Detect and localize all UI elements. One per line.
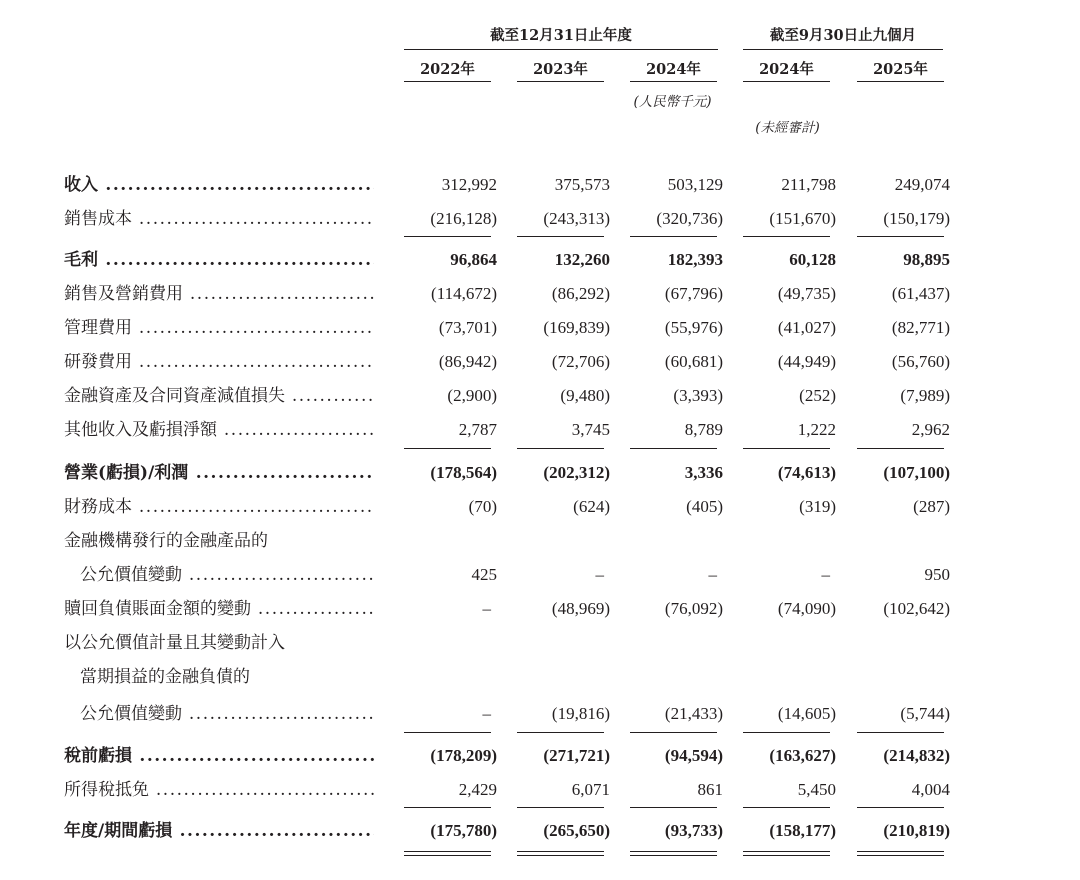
row-label: 毛利 .....: [64, 250, 374, 270]
header-group-nine-months: 截至9月30日止九個月: [769, 27, 917, 44]
subtotal-rule: [517, 448, 604, 449]
subtotal-rule: [743, 236, 830, 237]
cell: (72,706): [551, 352, 610, 371]
cell: (287): [913, 497, 950, 516]
row-label: 銷售及營銷費用 .....: [64, 284, 374, 304]
cell: (150,179): [883, 209, 950, 228]
cell: (265,650): [543, 821, 610, 840]
cell: (175,780): [430, 821, 497, 840]
header-rule-nine-months: [743, 49, 943, 50]
cell: (21,433): [664, 704, 723, 723]
cell: 425: [471, 565, 497, 584]
row-label: 其他收入及虧損淨額 .....: [64, 420, 374, 440]
cell: (56,760): [891, 352, 950, 371]
cell: (158,177): [769, 821, 836, 840]
cell: (70): [468, 497, 497, 516]
cell: (624): [573, 497, 610, 516]
subtotal-rule: [857, 732, 944, 733]
double-rule: [630, 851, 717, 852]
subtotal-rule: [404, 807, 491, 808]
subtotal-rule: [743, 807, 830, 808]
double-rule: [404, 851, 491, 852]
header-rule-annual: [404, 49, 718, 50]
row-label: 銷售成本 .....: [64, 209, 374, 229]
cell: (178,564): [430, 463, 497, 482]
double-rule: [517, 855, 604, 856]
cell: (243,313): [543, 209, 610, 228]
cell: (49,735): [777, 284, 836, 303]
cell: (73,701): [438, 318, 497, 337]
subtotal-rule: [857, 236, 944, 237]
row-label: 所得稅抵免 .....: [64, 780, 374, 800]
subtotal-rule: [743, 732, 830, 733]
double-rule: [404, 855, 491, 856]
row-label: 研發費用 .....: [64, 352, 374, 372]
row-label: 當期損益的金融負債的: [80, 667, 250, 687]
table-row: [0, 345, 1080, 379]
cell: 1,222: [797, 420, 836, 439]
cell: (94,594): [664, 746, 723, 765]
cell: –: [482, 704, 491, 723]
cell: 2,429: [458, 780, 497, 799]
row-label: 公允價值變動 .....: [80, 565, 374, 585]
unaudited-note: (未經審計): [755, 120, 820, 136]
cell: –: [595, 565, 604, 584]
subtotal-rule: [630, 807, 717, 808]
subtotal-rule: [630, 448, 717, 449]
subtotal-rule: [517, 732, 604, 733]
row-label: 營業(虧損)/利潤 .....: [64, 463, 374, 483]
cell: (7,989): [900, 386, 950, 405]
year-2025-nine-months: 2025年: [873, 61, 928, 78]
year-rule: [404, 81, 491, 82]
cell: (76,092): [664, 599, 723, 618]
subtotal-rule: [630, 236, 717, 237]
table-row: [0, 773, 1080, 807]
cell: 98,895: [903, 250, 950, 269]
cell: (210,819): [883, 821, 950, 840]
subtotal-rule: [857, 807, 944, 808]
cell: (86,292): [551, 284, 610, 303]
cell: 249,074: [894, 175, 950, 194]
cell: 3,336: [684, 463, 723, 482]
cell: 3,745: [571, 420, 610, 439]
cell: (252): [799, 386, 836, 405]
subtotal-rule: [517, 236, 604, 237]
row-label: 財務成本 .....: [64, 497, 374, 517]
cell: (60,681): [664, 352, 723, 371]
subtotal-rule: [517, 807, 604, 808]
cell: (2,900): [447, 386, 497, 405]
table-row: [0, 592, 1080, 626]
cell: (48,969): [551, 599, 610, 618]
subtotal-rule: [630, 732, 717, 733]
cell: 182,393: [667, 250, 723, 269]
cell: (82,771): [891, 318, 950, 337]
table-row: [0, 311, 1080, 345]
cell: (93,733): [664, 821, 723, 840]
table-row: [0, 168, 1080, 202]
row-label: 金融資產及合同資產減值損失 .....: [64, 386, 374, 406]
row-label: 以公允價值計量且其變動計入: [64, 633, 285, 653]
cell: (19,816): [551, 704, 610, 723]
cell: (44,949): [777, 352, 836, 371]
cell: (216,128): [430, 209, 497, 228]
cell: (151,670): [769, 209, 836, 228]
cell: –: [482, 599, 491, 618]
cell: 503,129: [667, 175, 723, 194]
cell: (9,480): [560, 386, 610, 405]
subtotal-rule: [743, 448, 830, 449]
cell: 5,450: [797, 780, 836, 799]
cell: (107,100): [883, 463, 950, 482]
cell: 60,128: [789, 250, 836, 269]
cell: (61,437): [891, 284, 950, 303]
cell: 211,798: [781, 175, 836, 194]
cell: (163,627): [769, 746, 836, 765]
cell: (5,744): [900, 704, 950, 723]
cell: (214,832): [883, 746, 950, 765]
cell: (271,721): [543, 746, 610, 765]
row-label: 金融機構發行的金融產品的: [64, 531, 268, 551]
unit-note: (人民幣千元): [633, 94, 712, 110]
cell: (319): [799, 497, 836, 516]
cell: 375,573: [554, 175, 610, 194]
subtotal-rule: [404, 732, 491, 733]
double-rule: [857, 855, 944, 856]
table-row: [0, 202, 1080, 236]
cell: (74,090): [777, 599, 836, 618]
double-rule: [517, 851, 604, 852]
year-rule: [743, 81, 830, 82]
double-rule: [743, 851, 830, 852]
row-label: 年度/期間虧損 .....: [64, 821, 374, 841]
cell: (169,839): [543, 318, 610, 337]
table-row: [0, 277, 1080, 311]
table-row: [0, 413, 1080, 447]
table-row: [0, 524, 1080, 558]
cell: (86,942): [438, 352, 497, 371]
table-row-total: [0, 243, 1080, 277]
cell: 312,992: [441, 175, 497, 194]
cell: –: [708, 565, 717, 584]
cell: (114,672): [431, 284, 497, 303]
cell: 4,004: [911, 780, 950, 799]
year-2023: 2023年: [533, 61, 588, 78]
cell: (67,796): [664, 284, 723, 303]
table-row-total: [0, 739, 1080, 773]
double-rule: [630, 855, 717, 856]
table-row-total: [0, 814, 1080, 848]
row-label: 收入 .....: [64, 175, 374, 195]
cell: (202,312): [543, 463, 610, 482]
double-rule: [857, 851, 944, 852]
cell: 8,789: [684, 420, 723, 439]
table-row: [0, 379, 1080, 413]
table-row: [0, 697, 1080, 731]
double-rule: [743, 855, 830, 856]
cell: (320,736): [656, 209, 723, 228]
year-2024-nine-months: 2024年: [759, 61, 814, 78]
cell: 132,260: [554, 250, 610, 269]
row-label: 稅前虧損 .....: [64, 746, 374, 766]
year-2022: 2022年: [420, 61, 475, 78]
year-rule: [857, 81, 944, 82]
table-row: [0, 558, 1080, 592]
row-label: 管理費用 .....: [64, 318, 374, 338]
table-row: [0, 626, 1080, 660]
cell: (102,642): [883, 599, 950, 618]
cell: (74,613): [777, 463, 836, 482]
year-rule: [630, 81, 717, 82]
table-row: [0, 490, 1080, 524]
header-group-annual: 截至12月31日止年度: [490, 27, 632, 44]
year-rule: [517, 81, 604, 82]
year-2024: 2024年: [646, 61, 701, 78]
table-row-total: [0, 456, 1080, 490]
cell: (3,393): [673, 386, 723, 405]
table-row: [0, 660, 1080, 694]
cell: –: [821, 565, 830, 584]
cell: (41,027): [777, 318, 836, 337]
cell: (178,209): [430, 746, 497, 765]
row-label: 公允價值變動 .....: [80, 704, 374, 724]
cell: (14,605): [777, 704, 836, 723]
subtotal-rule: [857, 448, 944, 449]
cell: 96,864: [450, 250, 497, 269]
row-label: 贖回負債賬面金額的變動 .....: [64, 599, 374, 619]
subtotal-rule: [404, 236, 491, 237]
cell: 2,962: [911, 420, 950, 439]
cell: 2,787: [458, 420, 497, 439]
cell: (405): [686, 497, 723, 516]
cell: 6,071: [571, 780, 610, 799]
cell: (55,976): [664, 318, 723, 337]
cell: 861: [697, 780, 723, 799]
subtotal-rule: [404, 448, 491, 449]
cell: 950: [924, 565, 950, 584]
